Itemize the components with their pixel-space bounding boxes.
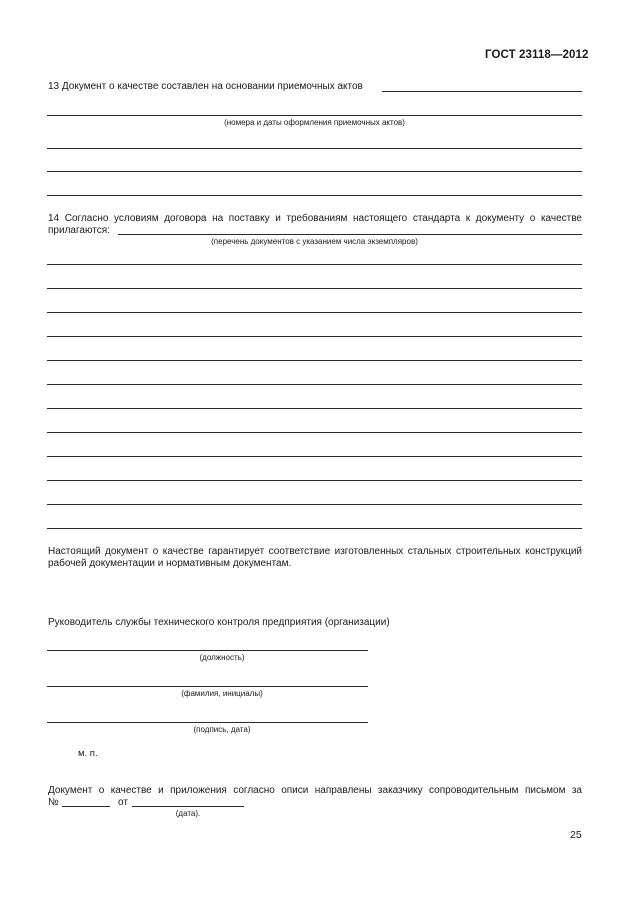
item13-caption: (номера и даты оформления приемочных актов) [224,118,405,127]
blank-line [47,528,582,529]
blank-line [47,148,582,149]
blank-line [47,408,582,409]
item14-line1: 14 Согласно условиям договора на поставку и требованиям настоящего стандарта к документу о качестве [48,213,582,224]
blank-line [47,480,582,481]
name-line [47,686,368,687]
blank-line [47,288,582,289]
signature-heading: Руководитель службы технического контроля предприятия (организации) [48,617,390,628]
dispatch-line1: Документ о качестве и приложения согласно описи направлены заказчику сопроводительным письмом за [48,785,582,796]
dispatch-date-line [132,806,244,807]
date-caption: (дата). [175,809,201,818]
blank-line [47,312,582,313]
blank-line [47,432,582,433]
dispatch-from-label: от [118,797,128,808]
page-number: 25 [570,829,582,841]
position-line [47,650,368,651]
blank-line [47,504,582,505]
name-caption: (фамилия, инициалы) [181,689,263,698]
item13-text: 13 Документ о качестве составлен на основании приемочных актов [48,81,363,92]
sign-caption: (подпись, дата) [193,725,251,734]
blank-line [47,336,582,337]
item14-fill-line [118,234,582,235]
blank-line [47,264,582,265]
position-caption: (должность) [199,653,245,662]
item13-fill-line [382,91,582,92]
guarantee-line1: Настоящий документ о качестве гарантирует соответствие изготовленных стальных строительных конструкций [48,546,582,557]
blank-line [47,456,582,457]
sign-line [47,722,368,723]
item14-line2: прилагаются: [48,225,110,236]
blank-line [47,360,582,361]
dispatch-number-line [62,806,110,807]
blank-line [47,384,582,385]
item14-caption: (перечень документов с указанием числа экземпляров) [211,237,418,246]
blank-line [47,195,582,196]
standard-header: ГОСТ 23118—2012 [485,49,589,61]
stamp-label: м. п. [78,748,98,759]
blank-line [47,115,582,116]
dispatch-number-prefix: № [48,797,59,808]
blank-line [47,171,582,172]
guarantee-line2: рабочей документации и нормативным документам. [48,558,292,569]
